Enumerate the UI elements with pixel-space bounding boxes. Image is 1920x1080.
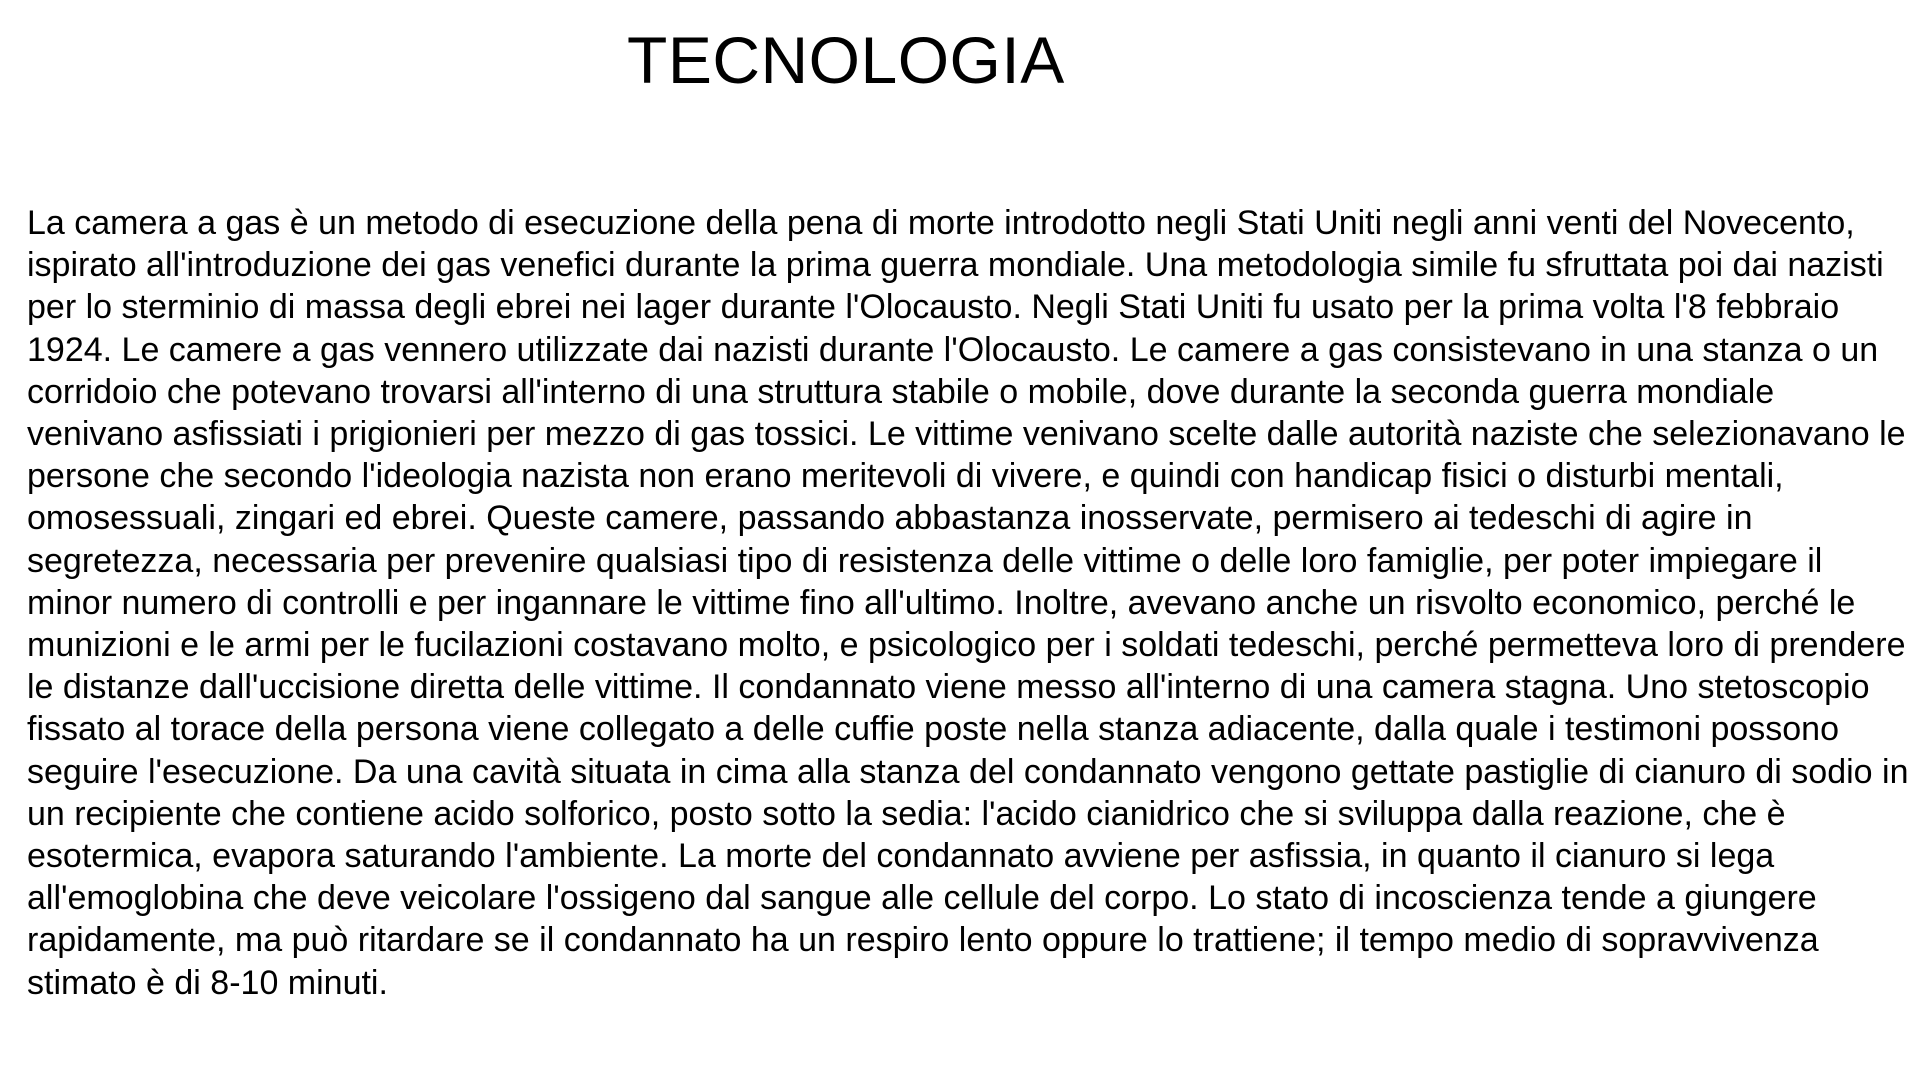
slide-body-text: La camera a gas è un metodo di esecuzione della pena di morte introdotto negli Stati Uniti negli anni venti del Novecento, ispirato all'introduzione dei gas venefici durante la prima guerra mondiale. Una metodologia simile fu sfruttata poi dai nazisti per lo sterminio di massa degli ebrei nei lager durante l'Olocausto. Negli Stati Uniti fu usato per la prima volta l'8 febbraio 1924. Le camere a gas vennero utilizzate dai nazisti durante l'Olocausto. Le camere a gas consistevano in una stanza o un corridoio che potevano trovarsi all'interno di una struttura stabile o mobile, dove durante la seconda guerra mondiale venivano asfissiati i prigionieri per mezzo di gas tossici. Le vittime venivano scelte dalle autorità naziste che selezionavano le persone che secondo l'ideologia nazista non erano meritevoli di vivere, e quindi con handicap fisici o disturbi mentali, omosessuali, zingari ed ebrei. Queste camere, passando abbastanza inosservate, permisero ai tedeschi di agire in segretezza, necessaria per prevenire qualsiasi tipo di resistenza delle vittime o delle loro famiglie, per poter impiegare il minor numero di controlli e per ingannare le vittime fino all'ultimo. Inoltre, avevano anche un risvolto economico, perché le munizioni e le armi per le fucilazioni costavano molto, e psicologico per i soldati tedeschi, perché permetteva loro di prendere le distanze dall'uccisione diretta delle vittime. Il condannato viene messo all'interno di una camera stagna. Uno stetoscopio fissato al torace della persona viene collegato a delle cuffie poste nella stanza adiacente, dalla quale i testimoni possono seguire l'esecuzione. Da una cavità situata in cima alla stanza del condannato vengono gettate pastiglie di cianuro di sodio in un recipiente che contiene acido solforico, posto sotto la sedia: l'acido cianidrico che si sviluppa dalla reazione, che è esotermica, evapora saturando l'ambiente. La morte del condannato avviene per asfissia, in quanto il cianuro si lega all'emoglobina che deve veicolare l'ossigeno dal sangue alle cellule del corpo. Lo stato di incoscienza tende a giungere rapidamente, ma può ritardare se il condannato ha un respiro lento oppure lo trattiene; il tempo medio di sopravvivenza stimato è di 8-10 minuti. <box>27 204 1909 1002</box>
slide-title: TECNOLOGIA <box>627 23 1065 97</box>
